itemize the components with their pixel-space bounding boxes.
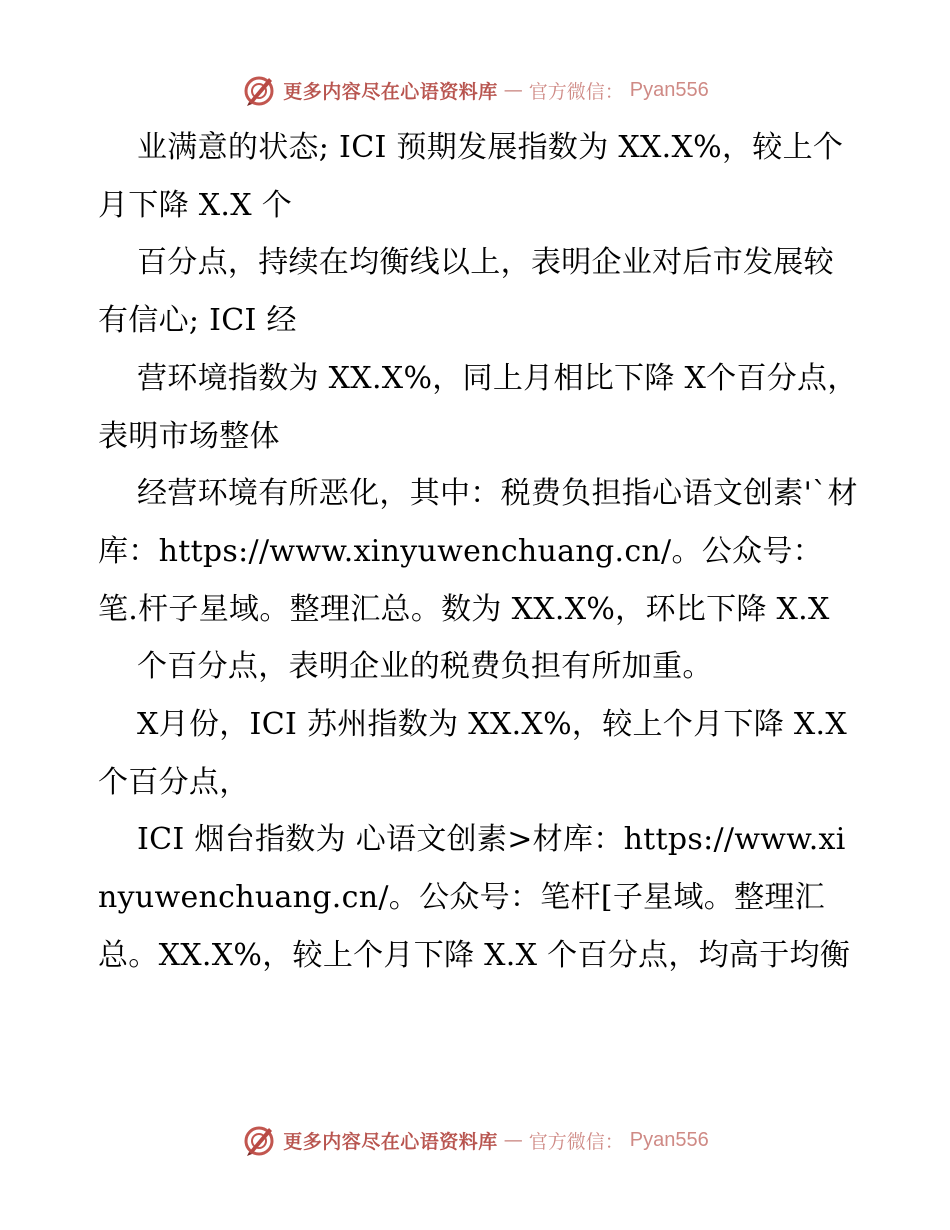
paragraph-1: 业满意的状态; ICI 预期发展指数为 XX.X%，较上个月下降 X.X 个 [98,130,844,223]
watermark-wechat-id: Pyan556 [629,1128,709,1151]
pen-logo-icon [241,1122,277,1158]
watermark-wechat-label: 官方微信： [528,1130,624,1153]
document-body [98,119,858,985]
paragraph-3: 营环境指数为 XX.X%，同上月相比下降 X个百分点，表明市场整体 [98,360,858,454]
footer-watermark [0,1120,950,1160]
paragraph-7: ICI 烟台指数为 心语文创素>材库：https://www.xinyuwenchuang.cn/。公众号：笔杆[子星域。整理汇总。XX.X%，较上个月下降 X.X 个百分点，均高于均衡 [98,822,851,973]
paragraph-4: 经营环境有所恶化，其中：税费负担指心语文创素'`材库：https://www.xinyuwenchuang.cn/。公众号：笔.杆子星域。整理汇总。数为 XX.X%，环比下降 X.X [98,476,858,627]
watermark-brand: 更多内容尽在心语资料库 [283,1130,498,1153]
paragraph-2: 百分点，持续在均衡线以上，表明企业对后市发展较有信心; ICI 经 [98,245,834,339]
paragraph-5: 个百分点，表明企业的税费负担有所加重。 [137,649,713,685]
watermark-dash: — [503,1129,523,1151]
watermark-wechat-label: 官方微信： [528,80,624,103]
watermark-wechat-id: Pyan556 [629,78,709,101]
pen-logo-icon [241,72,277,108]
header-watermark [0,70,950,110]
watermark-dash: — [503,79,523,101]
watermark-brand: 更多内容尽在心语资料库 [283,80,498,103]
paragraph-6: X月份，ICI 苏州指数为 XX.X%，较上个月下降 X.X 个百分点， [98,707,847,800]
